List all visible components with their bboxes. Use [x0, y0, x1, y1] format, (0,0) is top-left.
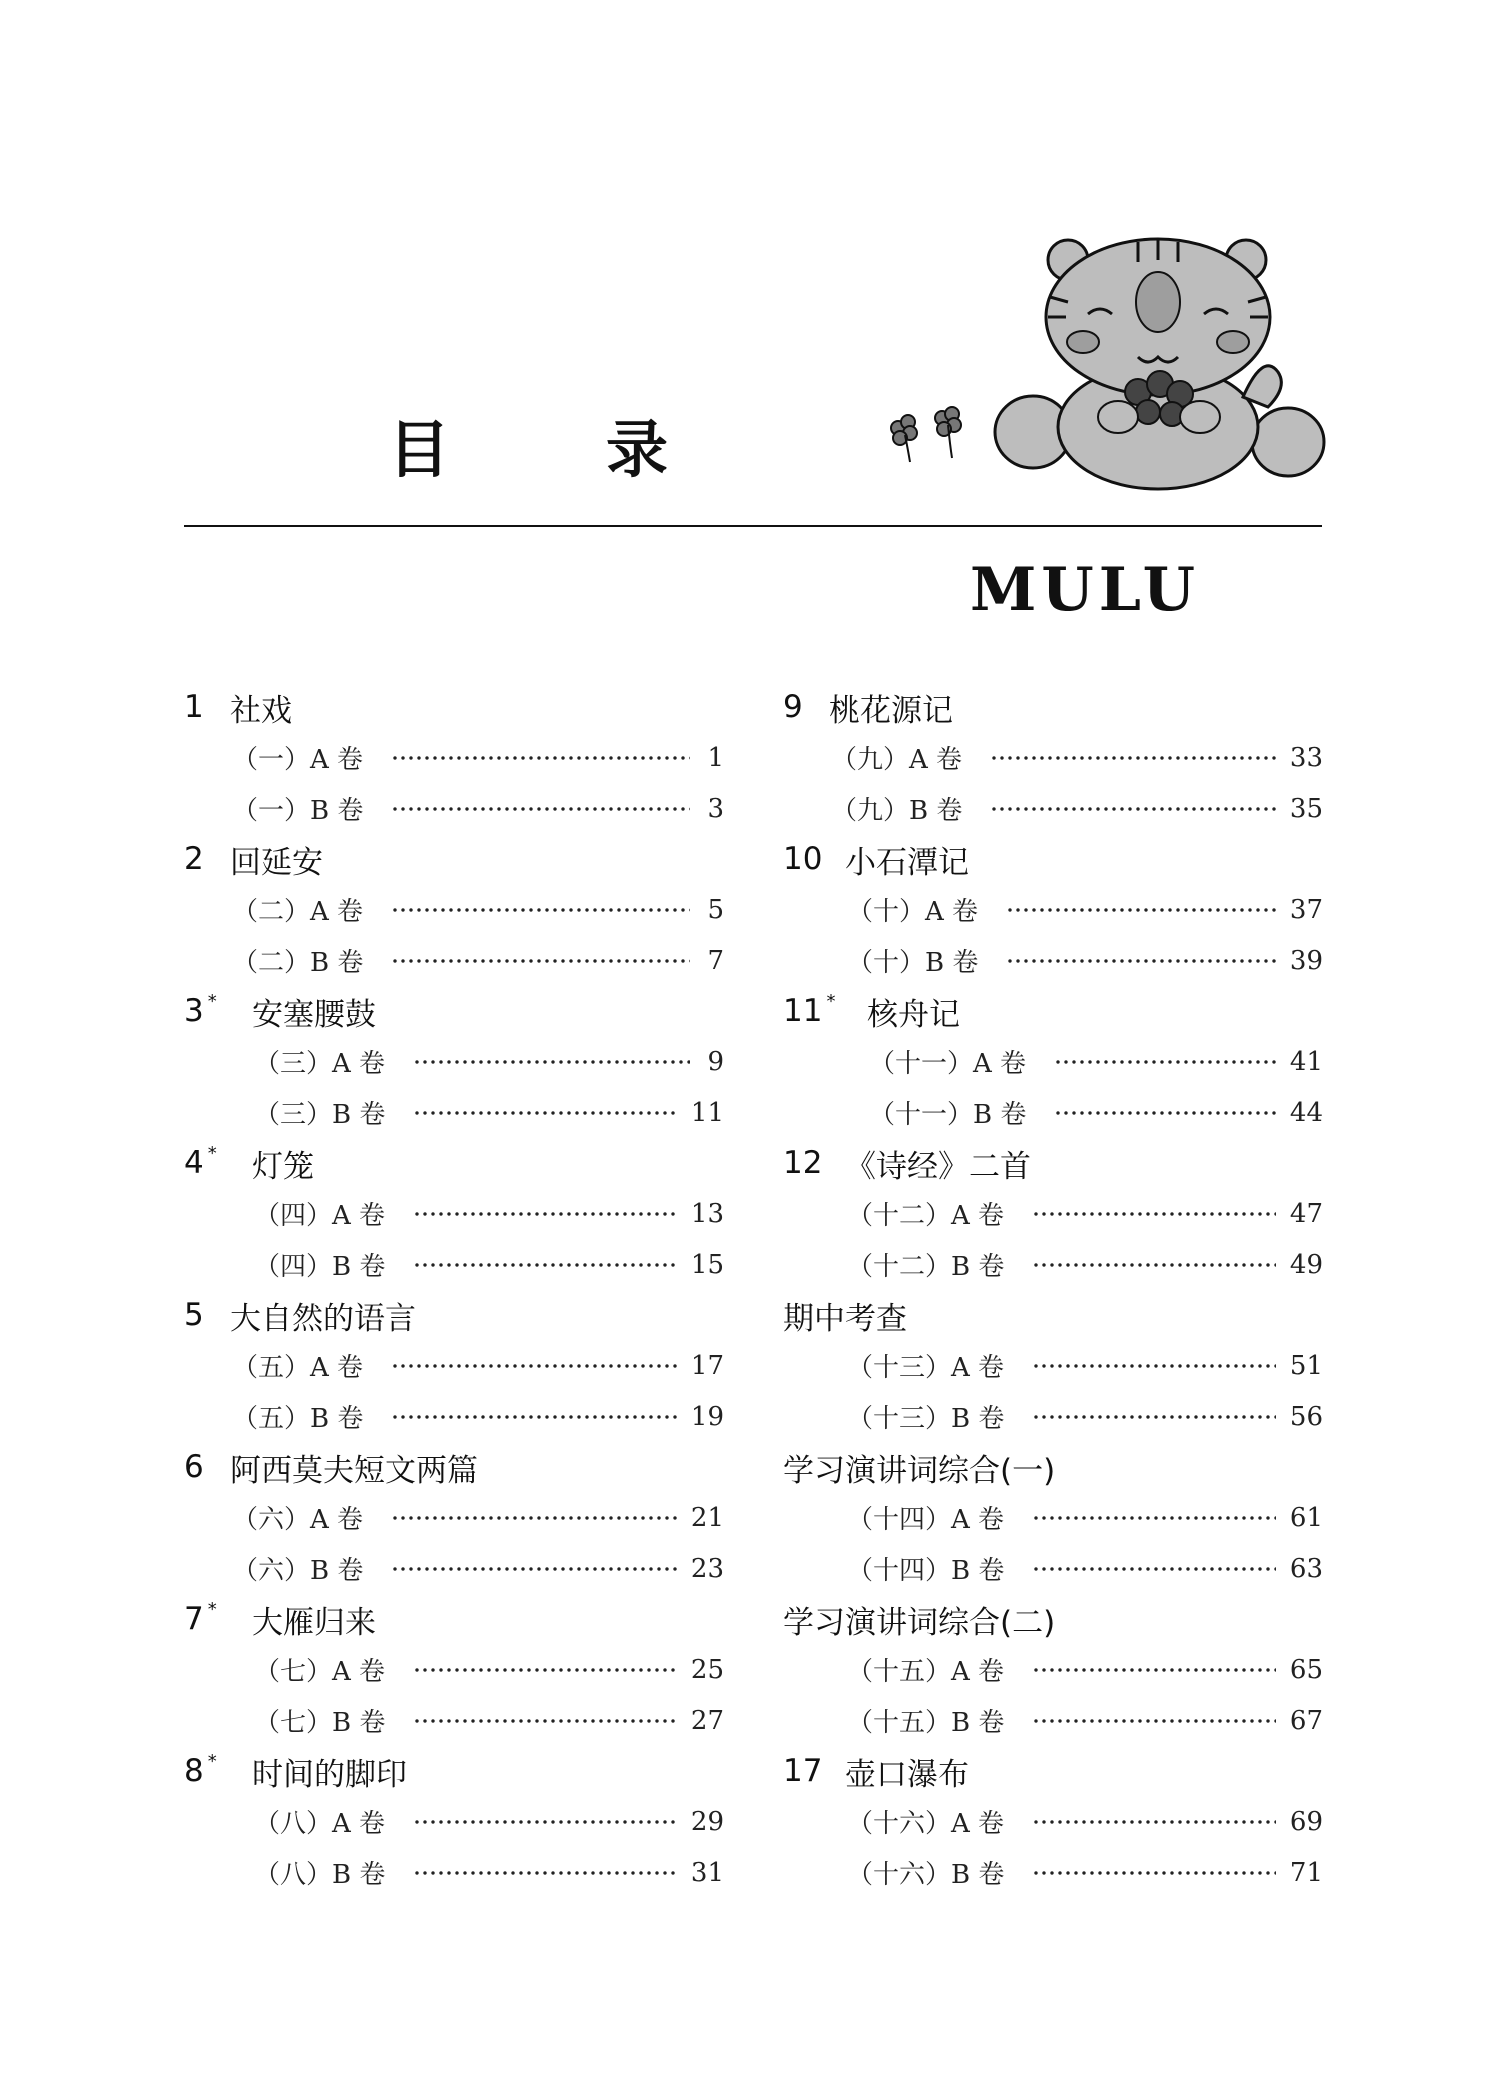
toc-section — [184, 1746, 724, 1898]
toc-entry[interactable] — [184, 884, 724, 935]
toc-entry[interactable] — [783, 1543, 1323, 1594]
entry-label: （五）B 卷 — [232, 1404, 364, 1434]
page-number: 37 — [1289, 894, 1323, 925]
entry-label: （八）B 卷 — [254, 1860, 386, 1890]
toc-entry[interactable] — [783, 1796, 1323, 1847]
section-heading[interactable] — [184, 682, 724, 732]
section-title: 壶口瀑布 — [845, 1756, 969, 1793]
toc-entry[interactable] — [184, 1391, 724, 1442]
dot-leader — [1054, 1060, 1276, 1064]
dot-leader — [1032, 1415, 1276, 1419]
section-title: 小石潭记 — [845, 844, 969, 881]
section-heading[interactable] — [184, 1594, 724, 1644]
dot-leader — [1032, 1719, 1276, 1723]
section-heading[interactable] — [783, 1442, 1323, 1492]
section-heading[interactable] — [783, 1746, 1323, 1796]
page-number: 35 — [1289, 793, 1323, 824]
entry-label: （二）B 卷 — [232, 948, 364, 978]
page-number: 29 — [690, 1806, 724, 1837]
page-number: 3 — [707, 793, 724, 824]
page-number: 15 — [690, 1249, 724, 1280]
optional-star-mark: * — [826, 990, 836, 1012]
section-title: 期中考查 — [783, 1300, 907, 1337]
toc-entry[interactable] — [184, 783, 724, 834]
toc-entry[interactable] — [783, 1087, 1323, 1138]
section-number: 5 — [184, 1297, 204, 1333]
section-title: 核舟记 — [867, 996, 960, 1033]
page-number: 49 — [1289, 1249, 1323, 1280]
entry-label: （六）B 卷 — [232, 1556, 364, 1586]
page-number: 17 — [690, 1350, 724, 1381]
entry-label: （十三）A 卷 — [847, 1353, 1005, 1383]
entry-label: （一）B 卷 — [232, 796, 364, 826]
section-heading[interactable] — [783, 1594, 1323, 1644]
page-number: 33 — [1289, 742, 1323, 773]
page-number: 61 — [1289, 1502, 1323, 1533]
tiger-mascot-icon — [988, 232, 1328, 492]
entry-label: （四）A 卷 — [254, 1201, 386, 1231]
entry-label: （十三）B 卷 — [847, 1404, 1005, 1434]
section-title: 时间的脚印 — [252, 1756, 407, 1793]
section-number: 9 — [783, 689, 803, 725]
toc-entry[interactable] — [783, 935, 1323, 986]
page-number: 5 — [707, 894, 724, 925]
entry-label: （十二）A 卷 — [847, 1201, 1005, 1231]
dot-leader — [413, 1111, 677, 1115]
dot-leader — [413, 1719, 677, 1723]
entry-label: （十六）B 卷 — [847, 1860, 1005, 1890]
entry-label: （三）A 卷 — [254, 1049, 386, 1079]
toc-section — [783, 1138, 1323, 1290]
section-number: 12 — [783, 1145, 823, 1181]
dot-leader — [391, 1516, 677, 1520]
dot-leader — [391, 1415, 677, 1419]
section-title: 阿西莫夫短文两篇 — [230, 1452, 478, 1489]
toc-entry[interactable] — [184, 1239, 724, 1290]
toc-entry[interactable] — [783, 1239, 1323, 1290]
page-number: 65 — [1289, 1654, 1323, 1685]
dot-leader — [1032, 1364, 1276, 1368]
toc-entry[interactable] — [184, 1644, 724, 1695]
entry-label: （十）B 卷 — [847, 948, 979, 978]
toc-entry[interactable] — [783, 732, 1323, 783]
entry-label: （一）A 卷 — [232, 745, 364, 775]
toc-section — [184, 1138, 724, 1290]
dot-leader — [1006, 959, 1276, 963]
dot-leader — [1032, 1212, 1276, 1216]
toc-entry[interactable] — [184, 1847, 724, 1898]
section-title: 回延安 — [230, 844, 323, 881]
section-number: 1 — [184, 689, 204, 725]
toc-entry[interactable] — [184, 1796, 724, 1847]
subtitle-mulu: MULU — [970, 555, 1200, 625]
page-number: 47 — [1289, 1198, 1323, 1229]
page-number: 39 — [1289, 945, 1323, 976]
dot-leader — [413, 1212, 677, 1216]
entry-label: （四）B 卷 — [254, 1252, 386, 1282]
page-number: 56 — [1289, 1401, 1323, 1432]
section-heading[interactable] — [783, 682, 1323, 732]
toc-entry[interactable] — [783, 1391, 1323, 1442]
section-heading[interactable] — [184, 1746, 724, 1796]
dot-leader — [391, 959, 690, 963]
section-number: 11 — [783, 993, 823, 1029]
section-title: 安塞腰鼓 — [252, 996, 376, 1033]
section-title: 学习演讲词综合(一) — [783, 1452, 1056, 1489]
section-number: 8 — [184, 1753, 204, 1789]
entry-label: （十四）A 卷 — [847, 1505, 1005, 1535]
toc-entry[interactable] — [184, 1543, 724, 1594]
dot-leader — [1032, 1820, 1276, 1824]
dot-leader — [391, 1567, 677, 1571]
toc-section — [184, 1290, 724, 1442]
section-heading[interactable] — [184, 1138, 724, 1188]
toc-section — [783, 986, 1323, 1138]
dot-leader — [413, 1263, 677, 1267]
toc-entry[interactable] — [184, 1695, 724, 1746]
page-title — [388, 400, 668, 489]
section-title: 大雁归来 — [252, 1604, 376, 1641]
toc-entry[interactable] — [783, 1644, 1323, 1695]
page-number: 25 — [690, 1654, 724, 1685]
dot-leader — [1032, 1516, 1276, 1520]
section-title: 学习演讲词综合(二) — [783, 1604, 1056, 1641]
entry-label: （九）B 卷 — [831, 796, 963, 826]
toc-entry[interactable] — [184, 1188, 724, 1239]
entry-label: （十）A 卷 — [847, 897, 979, 927]
page-number: 23 — [690, 1553, 724, 1584]
section-number: 3 — [184, 993, 204, 1029]
section-title: 灯笼 — [252, 1148, 314, 1185]
dot-leader — [990, 807, 1276, 811]
section-number: 7 — [184, 1601, 204, 1637]
toc-entry[interactable] — [184, 1340, 724, 1391]
entry-label: （十四）B 卷 — [847, 1556, 1005, 1586]
section-heading[interactable] — [184, 986, 724, 1036]
entry-label: （七）A 卷 — [254, 1657, 386, 1687]
page-number: 67 — [1289, 1705, 1323, 1736]
section-heading[interactable] — [783, 834, 1323, 884]
clover-icon — [880, 400, 980, 470]
toc-section — [783, 1594, 1323, 1746]
section-heading[interactable] — [184, 1442, 724, 1492]
page-number: 63 — [1289, 1553, 1323, 1584]
toc-section — [783, 834, 1323, 986]
page-number: 44 — [1289, 1097, 1323, 1128]
page-number: 71 — [1289, 1857, 1323, 1888]
dot-leader — [413, 1820, 677, 1824]
entry-label: （二）A 卷 — [232, 897, 364, 927]
dot-leader — [413, 1060, 690, 1064]
section-title: 大自然的语言 — [230, 1300, 416, 1337]
optional-star-mark: * — [207, 1750, 217, 1772]
toc-entry[interactable] — [783, 1188, 1323, 1239]
section-number: 17 — [783, 1753, 823, 1789]
toc-entry[interactable] — [783, 1036, 1323, 1087]
entry-label: （五）A 卷 — [232, 1353, 364, 1383]
toc-entry[interactable] — [184, 1036, 724, 1087]
entry-label: （十六）A 卷 — [847, 1809, 1005, 1839]
toc-section — [184, 1594, 724, 1746]
page-number: 27 — [690, 1705, 724, 1736]
toc-section — [783, 1442, 1323, 1594]
entry-label: （十一）A 卷 — [869, 1049, 1027, 1079]
title-divider — [184, 525, 1322, 527]
dot-leader — [1032, 1668, 1276, 1672]
dot-leader — [391, 756, 690, 760]
toc-section — [184, 834, 724, 986]
page-number: 21 — [690, 1502, 724, 1533]
toc-entry[interactable] — [783, 783, 1323, 834]
page-number: 7 — [707, 945, 724, 976]
section-heading[interactable] — [783, 986, 1323, 1036]
toc-right-column — [783, 682, 1323, 1898]
entry-label: （十五）A 卷 — [847, 1657, 1005, 1687]
dot-leader — [1032, 1263, 1276, 1267]
toc-entry[interactable] — [184, 935, 724, 986]
page-number: 13 — [690, 1198, 724, 1229]
section-number: 10 — [783, 841, 823, 877]
entry-label: （三）B 卷 — [254, 1100, 386, 1130]
toc-entry[interactable] — [184, 1087, 724, 1138]
toc-entry[interactable] — [783, 1847, 1323, 1898]
toc-entry[interactable] — [184, 1492, 724, 1543]
dot-leader — [1032, 1871, 1276, 1875]
entry-label: （十一）B 卷 — [869, 1100, 1027, 1130]
page-number: 31 — [690, 1857, 724, 1888]
section-number: 4 — [184, 1145, 204, 1181]
section-title: 桃花源记 — [829, 692, 953, 729]
dot-leader — [413, 1668, 677, 1672]
dot-leader — [391, 807, 690, 811]
optional-star-mark: * — [207, 1142, 217, 1164]
toc-section — [783, 1290, 1323, 1442]
section-heading[interactable] — [184, 1290, 724, 1340]
dot-leader — [391, 1364, 677, 1368]
section-title: 社戏 — [230, 692, 292, 729]
page-number: 41 — [1289, 1046, 1323, 1077]
page-number: 11 — [690, 1097, 724, 1128]
optional-star-mark: * — [207, 1598, 217, 1620]
toc-section — [184, 682, 724, 834]
entry-label: （十五）B 卷 — [847, 1708, 1005, 1738]
section-number: 6 — [184, 1449, 204, 1485]
entry-label: （十二）B 卷 — [847, 1252, 1005, 1282]
toc-entry[interactable] — [184, 732, 724, 783]
toc-section — [783, 682, 1323, 834]
toc-entry[interactable] — [783, 1340, 1323, 1391]
toc-section — [184, 986, 724, 1138]
dot-leader — [1054, 1111, 1276, 1115]
dot-leader — [1006, 908, 1276, 912]
dot-leader — [391, 908, 690, 912]
optional-star-mark: * — [207, 990, 217, 1012]
section-title: 《诗经》二首 — [845, 1148, 1031, 1185]
dot-leader — [990, 756, 1276, 760]
page-title-char-2: 录 — [605, 413, 668, 486]
section-number: 2 — [184, 841, 204, 877]
entry-label: （九）A 卷 — [831, 745, 963, 775]
page-number: 9 — [707, 1046, 724, 1077]
toc-section — [184, 1442, 724, 1594]
section-heading[interactable] — [783, 1290, 1323, 1340]
dot-leader — [413, 1871, 677, 1875]
toc-entry[interactable] — [783, 884, 1323, 935]
page-number: 1 — [707, 742, 724, 773]
page-title-char-1: 目 — [388, 413, 451, 486]
section-heading[interactable] — [783, 1138, 1323, 1188]
toc-entry[interactable] — [783, 1492, 1323, 1543]
page-number: 69 — [1289, 1806, 1323, 1837]
toc-section — [783, 1746, 1323, 1898]
entry-label: （六）A 卷 — [232, 1505, 364, 1535]
page-number: 19 — [690, 1401, 724, 1432]
section-heading[interactable] — [184, 834, 724, 884]
entry-label: （七）B 卷 — [254, 1708, 386, 1738]
toc-entry[interactable] — [783, 1695, 1323, 1746]
dot-leader — [1032, 1567, 1276, 1571]
page-number: 51 — [1289, 1350, 1323, 1381]
entry-label: （八）A 卷 — [254, 1809, 386, 1839]
toc-left-column — [184, 682, 724, 1898]
